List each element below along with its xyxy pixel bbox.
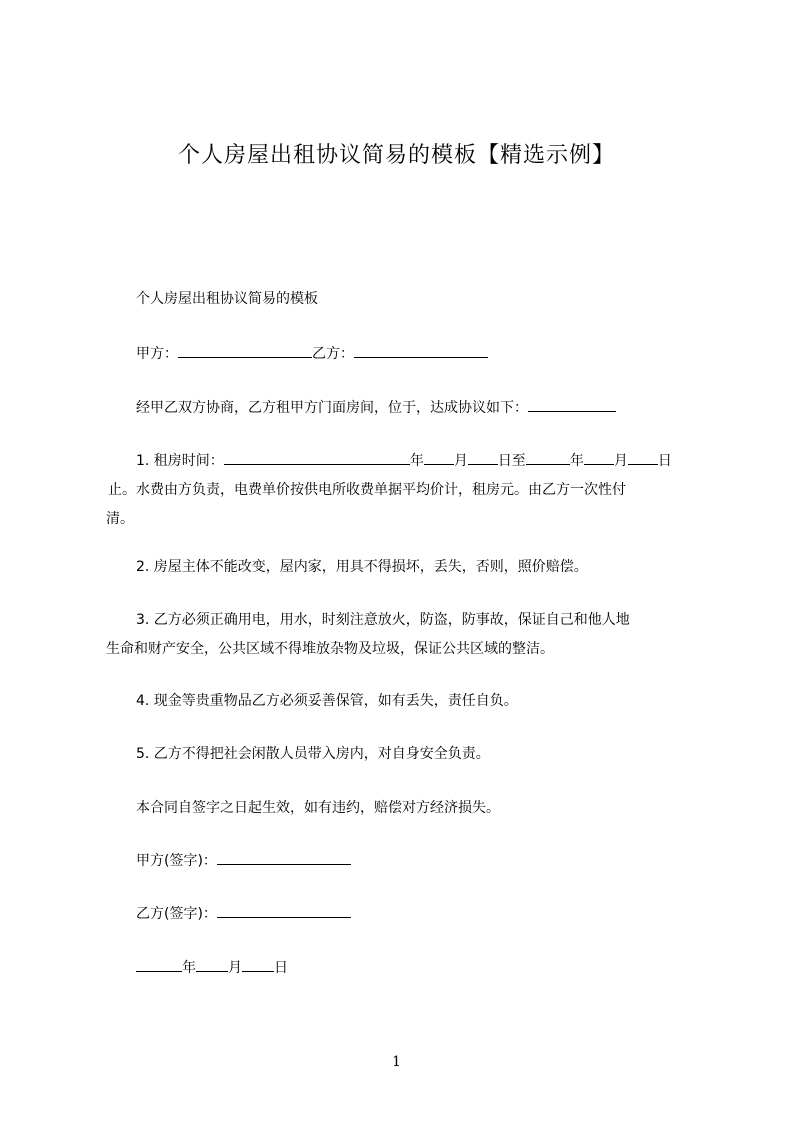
date-day-label: 日 bbox=[274, 960, 288, 976]
party-a-label: 甲方： bbox=[136, 346, 178, 362]
effective-clause: 本合同自签字之日起生效，如有违约，赔偿对方经济损失。 bbox=[136, 800, 500, 816]
date-year-label: 年 bbox=[182, 960, 196, 976]
intro-text: 经甲乙双方协商，乙方租甲方门面房间，位于，达成协议如下： bbox=[136, 400, 528, 416]
document-subtitle: 个人房屋出租协议简易的模板 bbox=[136, 291, 318, 307]
party-a-blank bbox=[178, 342, 312, 358]
end-day-label: 日 bbox=[657, 453, 672, 469]
clause-1 bbox=[106, 447, 702, 534]
party-b-blank bbox=[354, 342, 488, 358]
end-year-label: 年 bbox=[569, 453, 584, 469]
day-blank bbox=[468, 449, 498, 465]
day-to-label: 日至 bbox=[497, 453, 526, 469]
signature-a-blank bbox=[217, 849, 351, 865]
clause-3-line-1: 3. 乙方必须正确用电，用水，时刻注意放火，防盗，防事故，保证自己和他人地 bbox=[136, 612, 630, 628]
rent-start-blank bbox=[224, 449, 410, 465]
month-blank bbox=[424, 449, 454, 465]
signature-b-line bbox=[136, 900, 351, 929]
parties-line bbox=[136, 340, 488, 369]
date-month-blank bbox=[196, 956, 228, 972]
end-month-label: 月 bbox=[613, 453, 628, 469]
intro-line bbox=[136, 394, 616, 423]
clause-2: 2. 房屋主体不能改变，屋内家，用具不得损坏，丢失，否则，照价赔偿。 bbox=[136, 559, 588, 575]
intro-blank bbox=[528, 396, 616, 412]
clause-1-line-2: 止。水费由方负责，电费单价按供电所收费单据平均价计，租房元。由乙方一次性付 bbox=[108, 482, 626, 498]
document-title: 个人房屋出租协议简易的模板【精选示例】 bbox=[177, 143, 615, 168]
year-label: 年 bbox=[409, 453, 424, 469]
month-label: 月 bbox=[453, 453, 468, 469]
page-number: 1 bbox=[392, 1054, 401, 1070]
date-day-blank bbox=[242, 956, 274, 972]
clause-1-line-3: 清。 bbox=[106, 511, 134, 527]
end-month-blank bbox=[584, 449, 614, 465]
clause-1-start: 1. 租房时间： bbox=[136, 453, 224, 469]
end-year-blank bbox=[526, 449, 570, 465]
clause-3 bbox=[106, 606, 702, 664]
clause-3-line-2: 生命和财产安全，公共区域不得堆放杂物及垃圾，保证公共区域的整洁。 bbox=[106, 641, 554, 657]
date-month-label: 月 bbox=[228, 960, 242, 976]
signature-b-blank bbox=[217, 902, 351, 918]
date-line bbox=[136, 954, 288, 983]
party-b-label: 乙方： bbox=[312, 346, 354, 362]
date-year-blank bbox=[136, 956, 182, 972]
end-day-blank bbox=[628, 449, 658, 465]
signature-a-line bbox=[136, 847, 351, 876]
signature-a-label: 甲方(签字)： bbox=[136, 853, 217, 869]
clause-5: 5. 乙方不得把社会闲散人员带入房内，对自身安全负责。 bbox=[136, 746, 490, 762]
signature-b-label: 乙方(签字)： bbox=[136, 906, 217, 922]
clause-4: 4. 现金等贵重物品乙方必须妥善保管，如有丢失，责任自负。 bbox=[136, 693, 518, 709]
